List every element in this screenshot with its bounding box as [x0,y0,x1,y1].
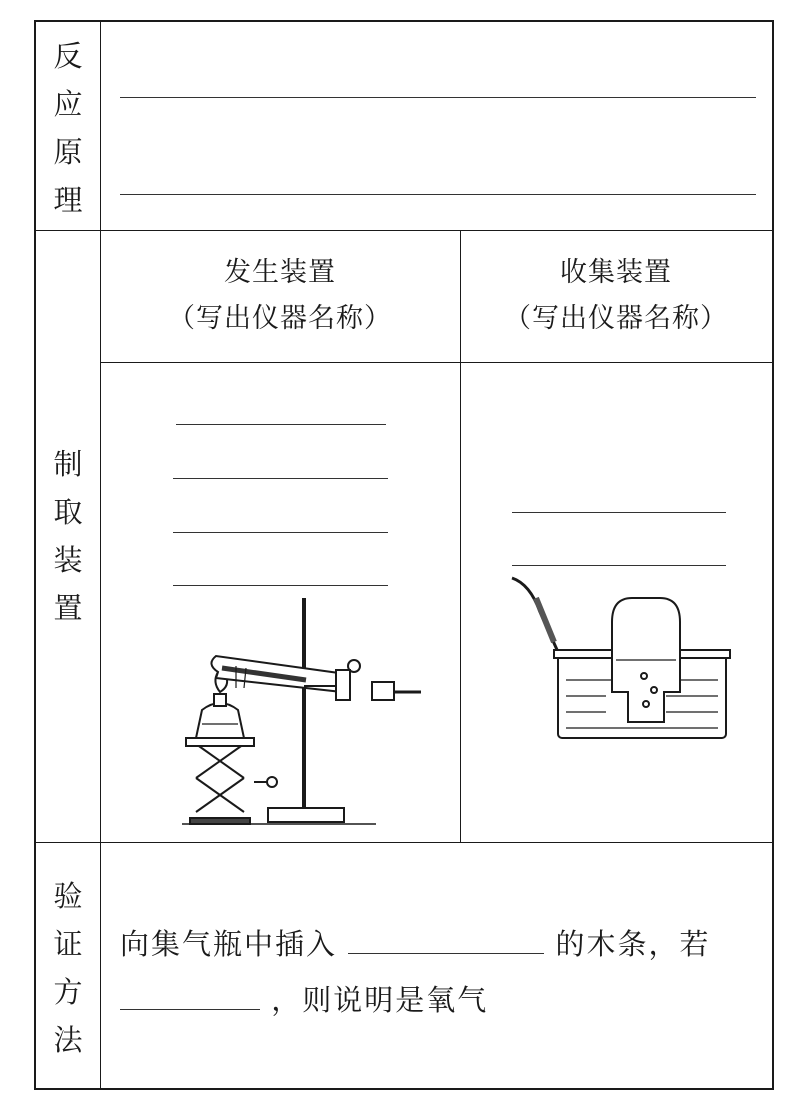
verification-blank-2[interactable] [120,983,260,1010]
verification-sentence-line-1 [120,924,710,964]
verification-label: 验 证 方 法 [53,879,83,1057]
principle-label: 反 应 原 理 [53,39,83,217]
generator-title: 发生装置 [224,257,336,288]
generator-note: （写出仪器名称） [168,303,392,334]
verification-sentence-line-2 [120,980,488,1020]
row-divider-principle [36,230,772,231]
label-column-divider [100,22,101,1088]
generator-answer-line-1[interactable] [176,424,386,425]
collector-header [460,250,772,342]
verification-text-3: ，则说明是氧气 [271,983,489,1017]
apparatus-header-divider [100,362,772,363]
alcohol-lamp-icon [196,672,244,738]
lab-jack-icon [186,738,277,824]
collector-answer-line-1[interactable] [512,512,726,513]
generator-header [100,250,460,342]
delivery-tube-icon [372,682,421,700]
generator-answer-line-4[interactable] [173,585,388,586]
verification-text-2: 的木条，若 [555,927,711,961]
principle-answer-line-2[interactable] [120,194,756,195]
principle-answer-line-1[interactable] [120,97,756,98]
generator-apparatus-illustration [176,592,426,832]
oxygen-prep-worksheet [34,20,774,1090]
generator-answer-line-3[interactable] [173,532,388,533]
apparatus-label: 制 取 装 置 [53,447,83,625]
collector-note: （写出仪器名称） [504,303,728,334]
row-divider-apparatus [36,842,772,843]
verification-text-1: 向集气瓶中插入 [120,927,338,961]
collector-apparatus-illustration [506,572,736,752]
collector-title: 收集装置 [560,257,672,288]
generator-answer-line-2[interactable] [173,478,388,479]
verification-blank-1[interactable] [348,927,544,954]
collector-answer-line-2[interactable] [512,565,726,566]
